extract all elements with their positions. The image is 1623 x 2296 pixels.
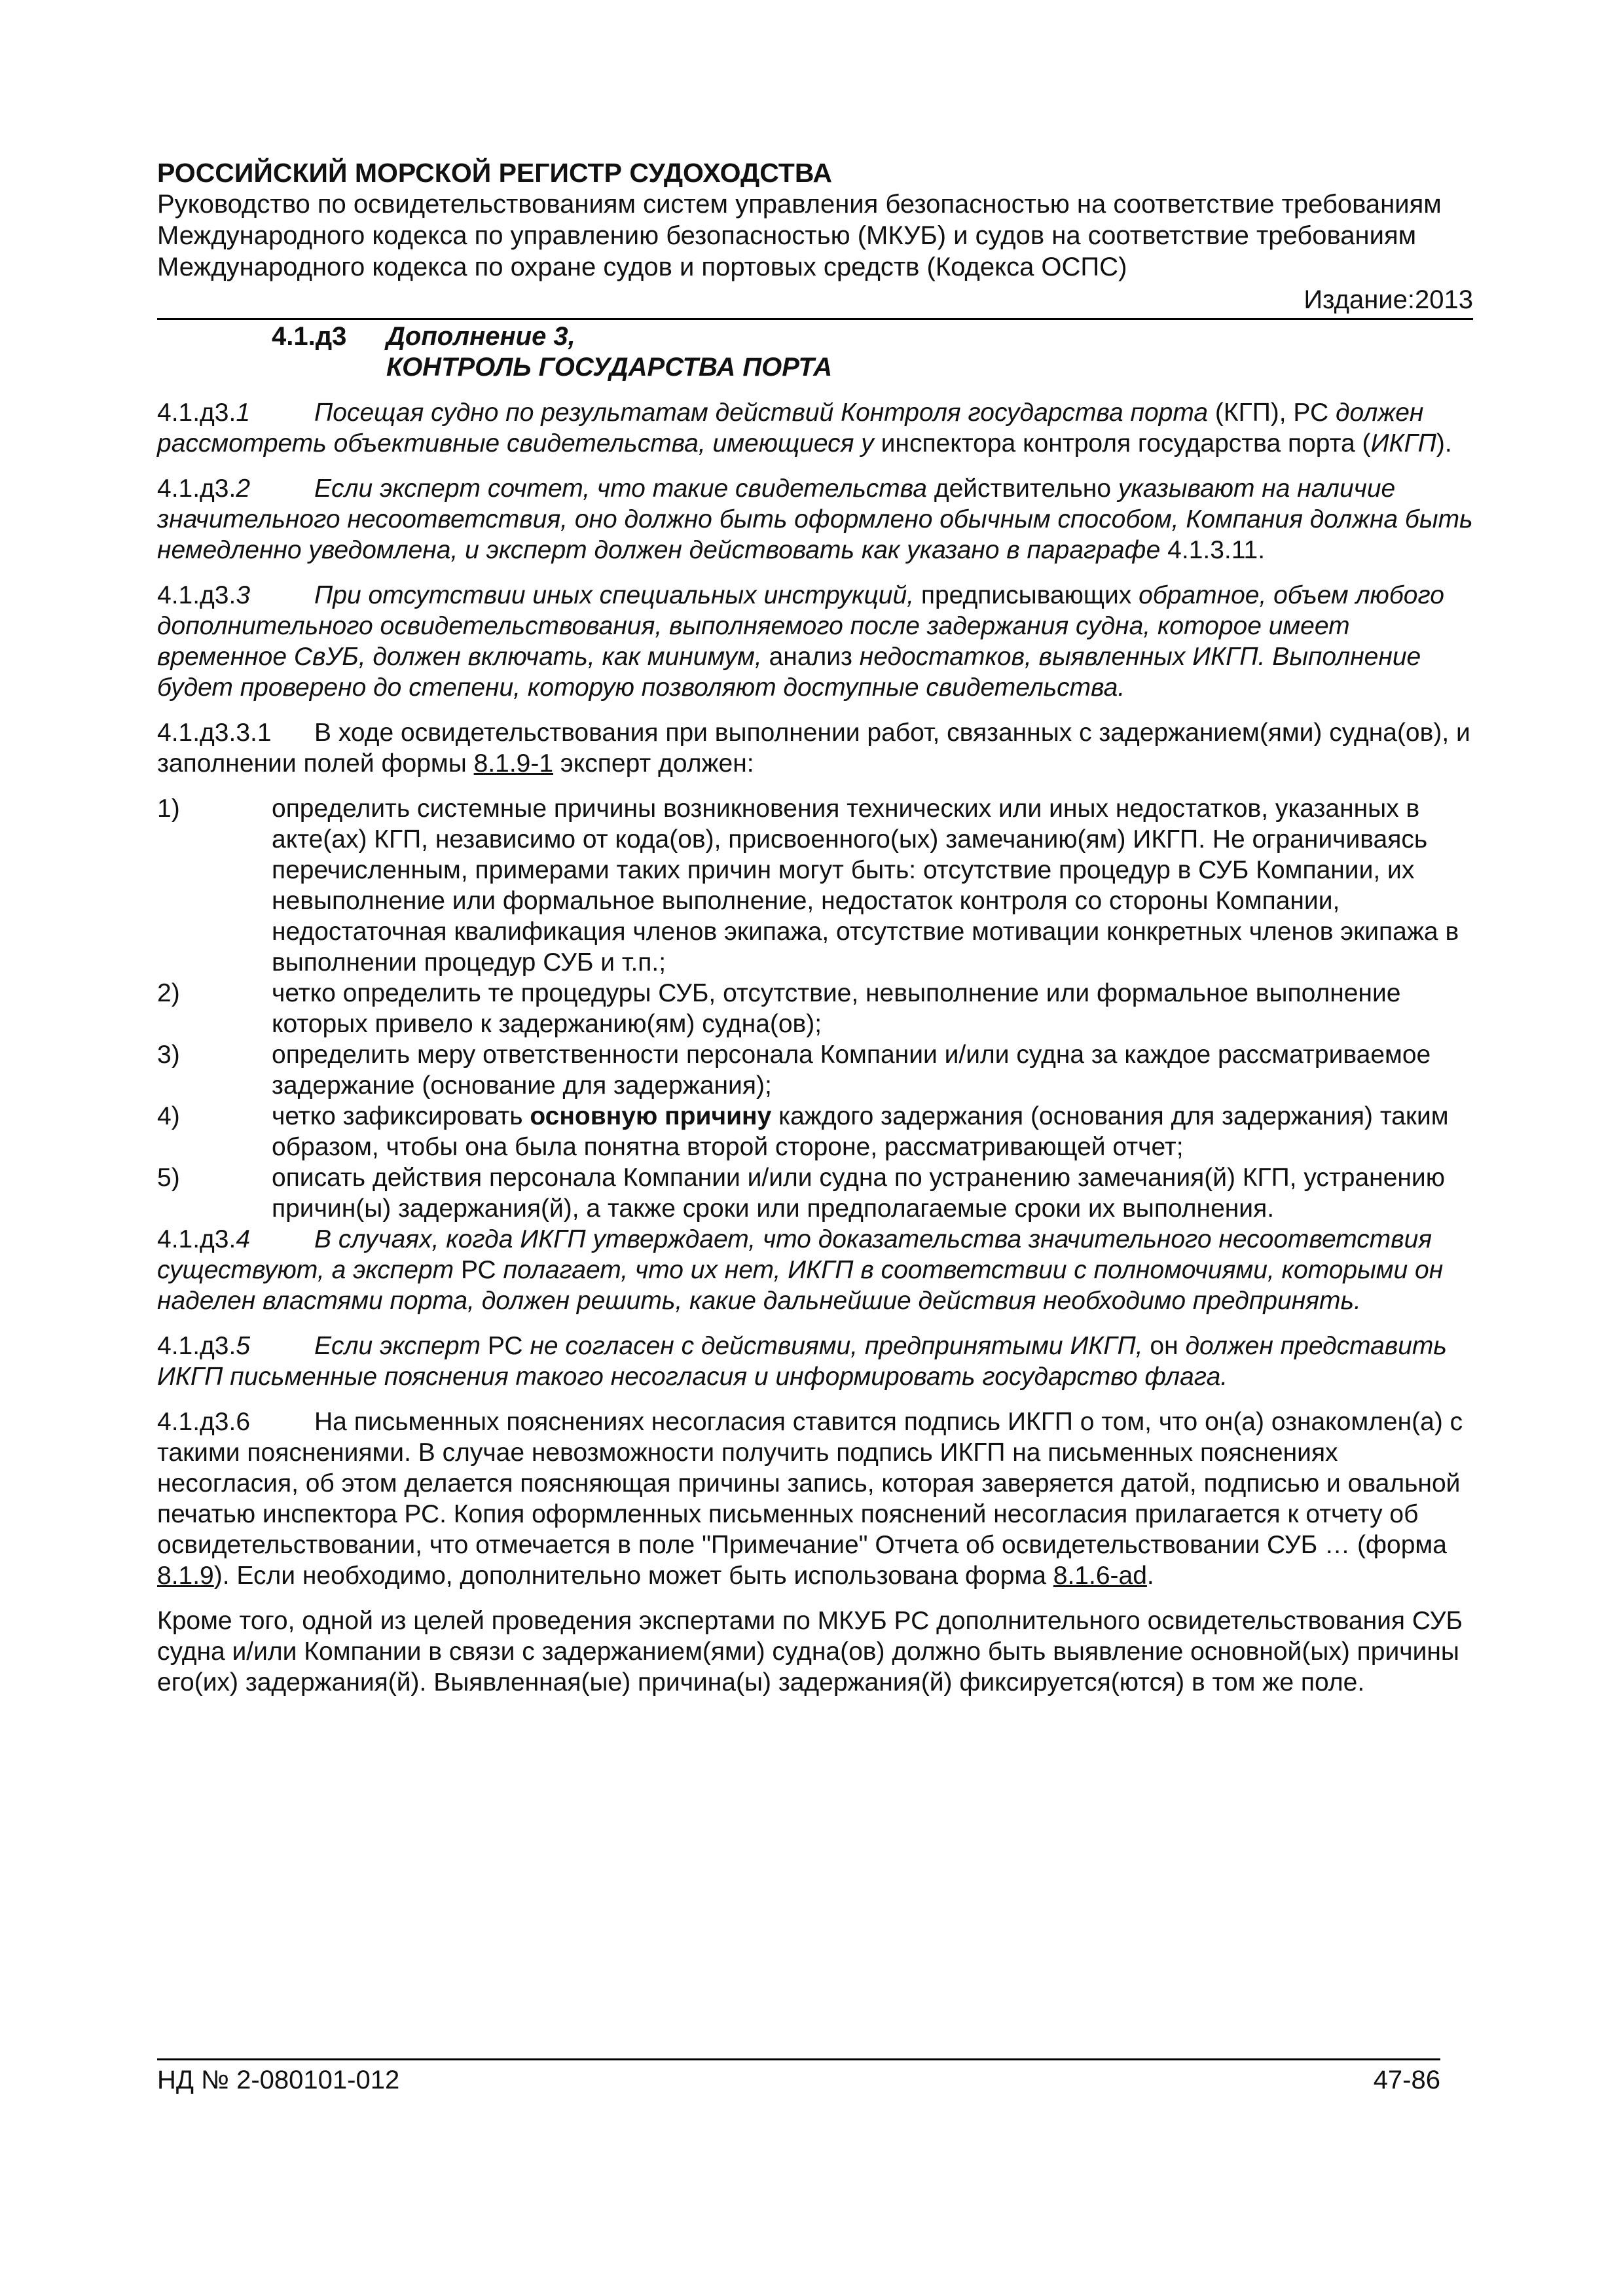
paragraph-number: 4.1.д3.1	[157, 399, 251, 427]
footer-page-number: 47-86	[1373, 2066, 1440, 2094]
paragraph-number: 4.1.д3.3.1	[157, 719, 272, 747]
document-page	[157, 157, 1473, 1712]
section-number: 4.1.д3	[272, 322, 347, 351]
paragraph-4-1-d3-2: 4.1.д3.2 Если эксперт сочтет, что такие свидетельства действительно указывают на наличие значительного несоответствия, оно должно быть оформлено обычным способом, Компания должна быть немедленно уведомлена, и эксперт должен действовать как указано в параграфе 4.1.3.11.	[157, 475, 1473, 564]
header-organization: РОССИЙСКИЙ МОРСКОЙ РЕГИСТР СУДОХОДСТВА	[157, 158, 833, 188]
list-item: 5) описать действия персонала Компании и/или судна по устранению замечания(й) КГП, устранению причин(ы) задержания(й), а также сроки или предполагаемые сроки их выполнения.	[157, 1164, 1445, 1223]
header-edition: Издание:2013	[1304, 285, 1473, 314]
list-item: 4) четко зафиксировать основную причину каждого задержания (основания для задержания) таким образом, чтобы она была понятна второй стороне, рассматривающей отчет;	[157, 1102, 1449, 1161]
form-link-8-1-6-ad[interactable]: 8.1.6-ad	[1053, 1562, 1147, 1590]
paragraph-4-1-d3-6: 4.1.д3.6 На письменных пояснениях несогласия ставится подпись ИКГП о том, что он(а) ознакомлен(а) с такими пояснениями. В случае невозможности получить подпись ИКГП на письменных пояснениях несогласия, об этом делается поясняющая причины запись, которая заверяется датой, подписью и овальной печатью инспектора РС. Копия оформленных письменных пояснений несогласия прилагается к отчету об освидетельствовании, что отмечается в поле "Примечание" Отчета об освидетельствовании СУБ … (форма 8.1.9). Если необходимо, дополнительно может быть использована форма 8.1.6-ad.	[157, 1408, 1463, 1590]
section-heading	[272, 321, 1473, 383]
paragraph-4-1-d3-1: 4.1.д3.1 Посещая судно по результатам действий Контроля государства порта (КГП), РС должен рассмотреть объективные свидетельства, имеющиеся у инспектора контроля государства порта (ИКГП).	[157, 399, 1452, 457]
paragraph-number: 4.1.д3.4	[157, 1225, 251, 1253]
footer-divider	[157, 2058, 1440, 2060]
paragraph-4-1-d3-5: 4.1.д3.5 Если эксперт РС не согласен с действиями, предпринятыми ИКГП, он должен представить ИКГП письменные пояснения такого несогласия и информировать государство флага.	[157, 1332, 1447, 1391]
header-divider	[157, 318, 1473, 320]
page-footer	[157, 2058, 1440, 2096]
list-item: 3) определить меру ответственности персонала Компании и/или судна за каждое рассматриваемое задержание (основание для задержания);	[157, 1041, 1431, 1100]
section-title-line2: КОНТРОЛЬ ГОСУДАРСТВА ПОРТА	[386, 353, 833, 382]
section-title-line1: Дополнение 3,	[386, 322, 575, 351]
paragraph-4-1-d3-4: 4.1.д3.4 В случаях, когда ИКГП утверждает, что доказательства значительного несоответствия существуют, а эксперт РС полагает, что их нет, ИКГП в соответствии с полномочиями, которыми он наделен властями порта, должен решить, какие дальнейшие действия необходимо предпринять.	[157, 1225, 1444, 1315]
paragraph-number: 4.1.д3.3	[157, 581, 251, 609]
paragraph-number: 4.1.д3.5	[157, 1332, 251, 1360]
list-item: 1) определить системные причины возникновения технических или иных недостатков, указанных в акте(ах) КГП, независимо от кода(ов), присвоенного(ых) замечанию(ям) ИКГП. Не ограничиваясь перечисленным, примерами таких причин могут быть: отсутствие процедур в СУБ Компании, их невыполнение или формальное выполнение, недостаток контроля со стороны Компании, недостаточная квалификация членов экипажа, отсутствие мотивации конкретных членов экипажа в выполнении процедур СУБ и т.п.;	[157, 795, 1459, 977]
form-link-8-1-9-1[interactable]: 8.1.9-1	[473, 749, 554, 778]
form-link-8-1-9[interactable]: 8.1.9	[157, 1562, 214, 1590]
paragraph-number: 4.1.д3.6	[157, 1408, 251, 1436]
paragraph-additional: Кроме того, одной из целей проведения экспертами по МКУБ РС дополнительного освидетельствования СУБ судна и/или Компании в связи с задержанием(ями) судна(ов) должно быть выявление основной(ых) причины его(их) задержания(й). Выявленная(ые) причина(ы) задержания(й) фиксируется(ются) в том же поле.	[157, 1607, 1463, 1696]
paragraph-number: 4.1.д3.2	[157, 475, 251, 503]
footer-doc-number: НД № 2-080101-012	[157, 2066, 400, 2094]
list-item: 2) четко определить те процедуры СУБ, отсутствие, невыполнение или формальное выполнение которых привело к задержанию(ям) судна(ов);	[157, 979, 1401, 1038]
duties-list	[157, 793, 1473, 1224]
paragraph-4-1-d3-3: 4.1.д3.3 При отсутствии иных специальных инструкций, предписывающих обратное, объем любого дополнительного освидетельствования, выполняемого после задержания судна, которое имеет временное СвУБ, должен включать, как минимум, анализ недостатков, выявленных ИКГП. Выполнение будет проверено до степени, которую позволяют доступные свидетельства.	[157, 581, 1444, 702]
paragraph-4-1-d3-3-1: 4.1.д3.3.1 В ходе освидетельствования при выполнении работ, связанных с задержанием(ями) судна(ов), и заполнении полей формы 8.1.9-1 эксперт должен:	[157, 719, 1470, 778]
header-document-title: Руководство по освидетельствованиям систем управления безопасностью на соответствие требованиям Международного кодекса по управлению безопасностью (МКУБ) и судов на соответствие требованиям Международного кодекса по охране судов и портовых средств (Кодекса ОСПС)	[157, 190, 1442, 281]
